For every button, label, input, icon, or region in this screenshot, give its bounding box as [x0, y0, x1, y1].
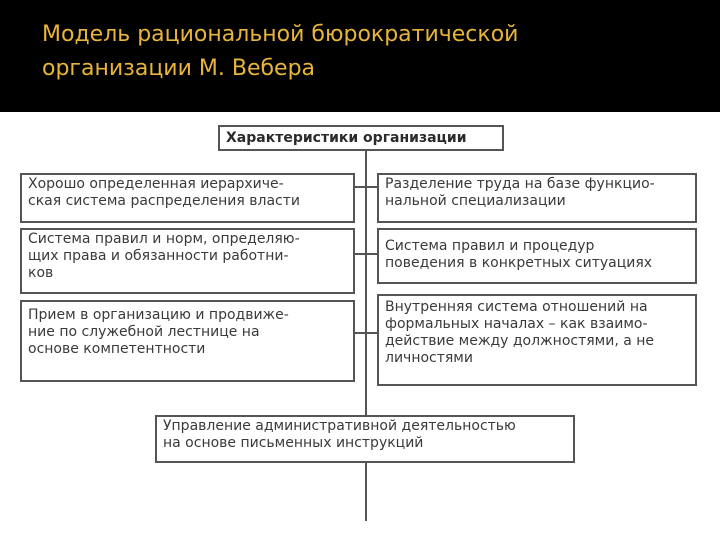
diagram-root-label: Характеристики организации [226, 130, 467, 146]
connector-row-3 [355, 332, 377, 334]
connector-row-1 [355, 186, 377, 188]
connector-trunk [365, 151, 367, 521]
right-box-3 [377, 294, 697, 386]
bottom-box-line-1: Управление административной деятельностью [163, 418, 516, 434]
left-box-3 [20, 300, 355, 382]
slide-title-line-1: Модель рациональной бюрократической [42, 22, 519, 47]
slide-title [42, 18, 682, 86]
left-box-1 [20, 173, 355, 223]
left-box-3-line-1: Прием в организацию и продвиже- [28, 307, 289, 323]
left-box-2-line-2: щих права и обязанности работни- [28, 248, 289, 264]
diagram-root-box [218, 125, 504, 151]
left-box-2-line-1: Система правил и норм, определяю- [28, 231, 300, 247]
slide-title-line-2: организации М. Вебера [42, 56, 316, 81]
right-box-3-line-3: действие между должностями, а не [385, 333, 655, 349]
bottom-box-line-2: на основе письменных инструкций [163, 435, 424, 451]
left-box-3-line-2: ние по служебной лестнице на [28, 324, 260, 340]
right-box-1-line-1: Разделение труда на базе функцио- [385, 176, 655, 192]
right-box-1-line-2: нальной специализации [385, 193, 566, 209]
right-box-2-line-2: поведения в конкретных ситуациях [385, 255, 653, 271]
left-box-2 [20, 228, 355, 294]
left-box-3-line-3: основе компетентности [28, 341, 206, 357]
left-box-2-line-3: ков [28, 265, 54, 281]
bottom-box [155, 415, 575, 463]
right-box-2-line-1: Система правил и процедур [385, 238, 595, 254]
right-box-3-line-4: личностями [385, 350, 473, 366]
right-box-2 [377, 228, 697, 284]
right-box-3-line-2: формальных началах – как взаимо- [385, 316, 648, 332]
right-box-3-line-1: Внутренняя система отношений на [385, 299, 648, 315]
right-box-1 [377, 173, 697, 223]
diagram-panel [0, 112, 720, 540]
left-box-1-line-2: ская система распределения власти [28, 193, 300, 209]
connector-row-2 [355, 253, 377, 255]
left-box-1-line-1: Хорошо определенная иерархиче- [28, 176, 284, 192]
